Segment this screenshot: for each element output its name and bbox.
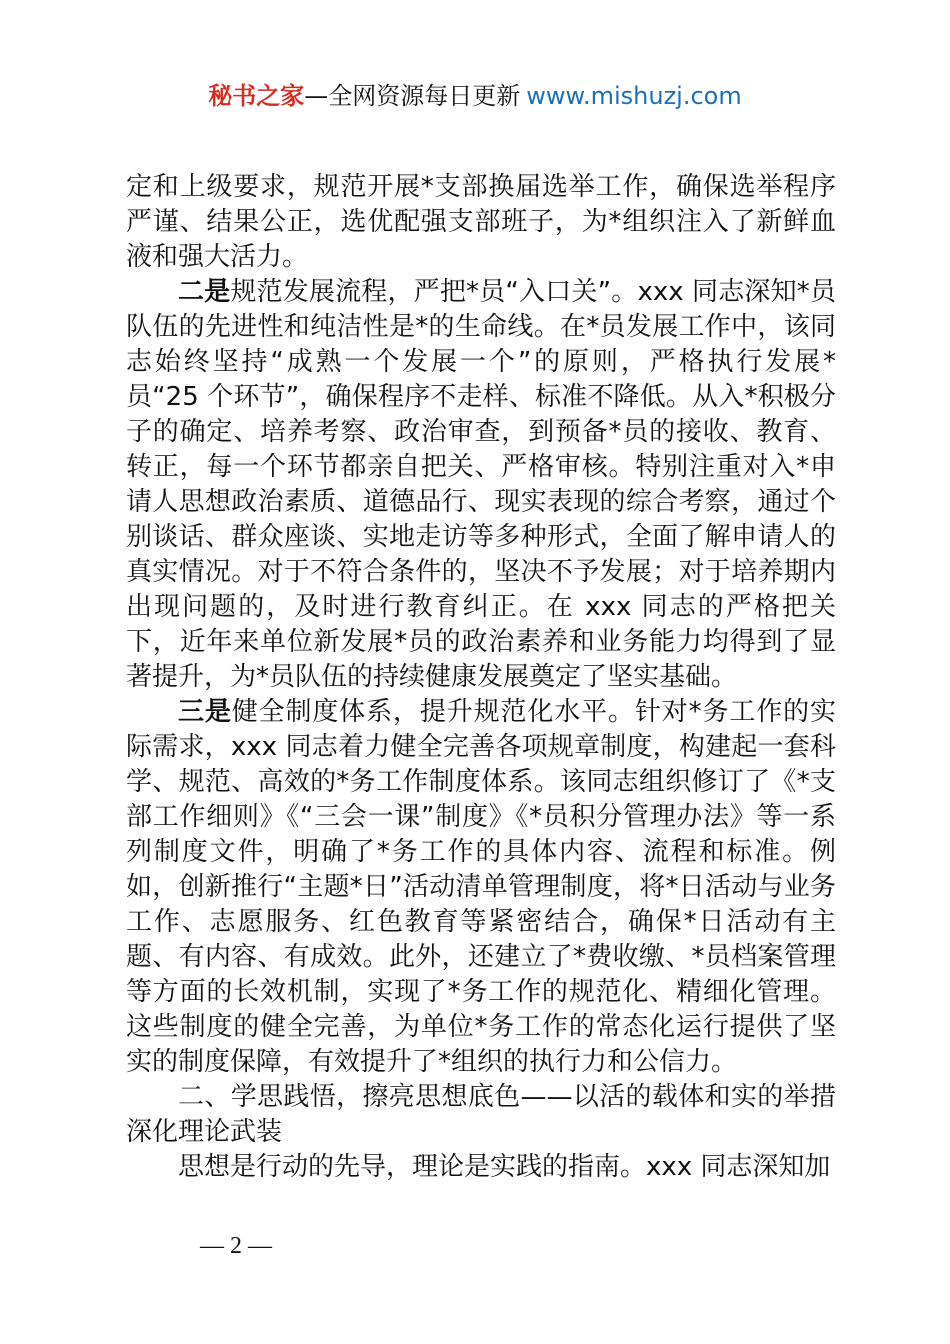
page-number: — 2 — — [200, 1233, 272, 1259]
document-body — [126, 170, 836, 1185]
paragraph-point-two — [126, 275, 836, 695]
section-heading — [126, 1080, 836, 1150]
header-slogan: 全网资源每日更新 — [328, 82, 521, 110]
paragraph-section-intro — [126, 1150, 836, 1185]
paragraph-text: 思想是行动的先导，理论是实践的指南。xxx 同志深知加 — [178, 1152, 831, 1182]
paragraph-text: 规范发展流程，严把*员“入口关”。xxx 同志深知*员队伍的先进性和纯洁性是*的生命线。在*员发展工作中，该同志始终坚持“成熟一个发展一个”的原则，严格执行发展*员“25 个环节”，确保程序不走样、标准不降低。从入*积极分子的确定、培养考察、政治审查，到预备*员的接收、教育、转正，每一个环节都亲自把关、严格审核。特别注重对入*申请人思想政治素质、道德品行、现实表现的综合考察，通过个别谈话、群众座谈、实地走访等多种形式，全面了解申请人的真实情况。对于不符合条件的，坚决不予发展；对于培养期内出现问题的，及时进行教育纠正。在 xxx 同志的严格把关下，近年来单位新发展*员的政治素养和业务能力均得到了显著提升，为*员队伍的持续健康发展奠定了坚实基础。 — [126, 277, 836, 692]
page-header — [0, 80, 950, 112]
header-brand: 秘书之家 — [208, 82, 305, 110]
paragraph-point-three — [126, 695, 836, 1080]
paragraph-lead: 二是 — [178, 277, 231, 307]
section-heading-text: 二、学思践悟，擦亮思想底色——以活的载体和实的举措深化理论武装 — [126, 1082, 836, 1147]
header-url-link[interactable]: www.mishuzj.com — [526, 82, 742, 110]
paragraph-continuation — [126, 170, 836, 275]
paragraph-text: 健全制度体系，提升规范化水平。针对*务工作的实际需求，xxx 同志着力健全完善各项规章制度，构建起一套科学、规范、高效的*务工作制度体系。该同志组织修订了《*支部工作细则》《“三会一课”制度》《*员积分管理办法》等一系列制度文件，明确了*务工作的具体内容、流程和标准。例如，创新推行“主题*日”活动清单管理制度，将*日活动与业务工作、志愿服务、红色教育等紧密结合，确保*日活动有主题、有内容、有成效。此外，还建立了*费收缴、*员档案管理等方面的长效机制，实现了*务工作的规范化、精细化管理。这些制度的健全完善，为单位*务工作的常态化运行提供了坚实的制度保障，有效提升了*组织的执行力和公信力。 — [126, 697, 836, 1077]
paragraph-text: 定和上级要求，规范开展*支部换届选举工作，确保选举程序严谨、结果公正，选优配强支部班子，为*组织注入了新鲜血液和强大活力。 — [126, 172, 836, 272]
header-dash: — — [304, 82, 329, 110]
paragraph-lead: 三是 — [178, 697, 232, 727]
